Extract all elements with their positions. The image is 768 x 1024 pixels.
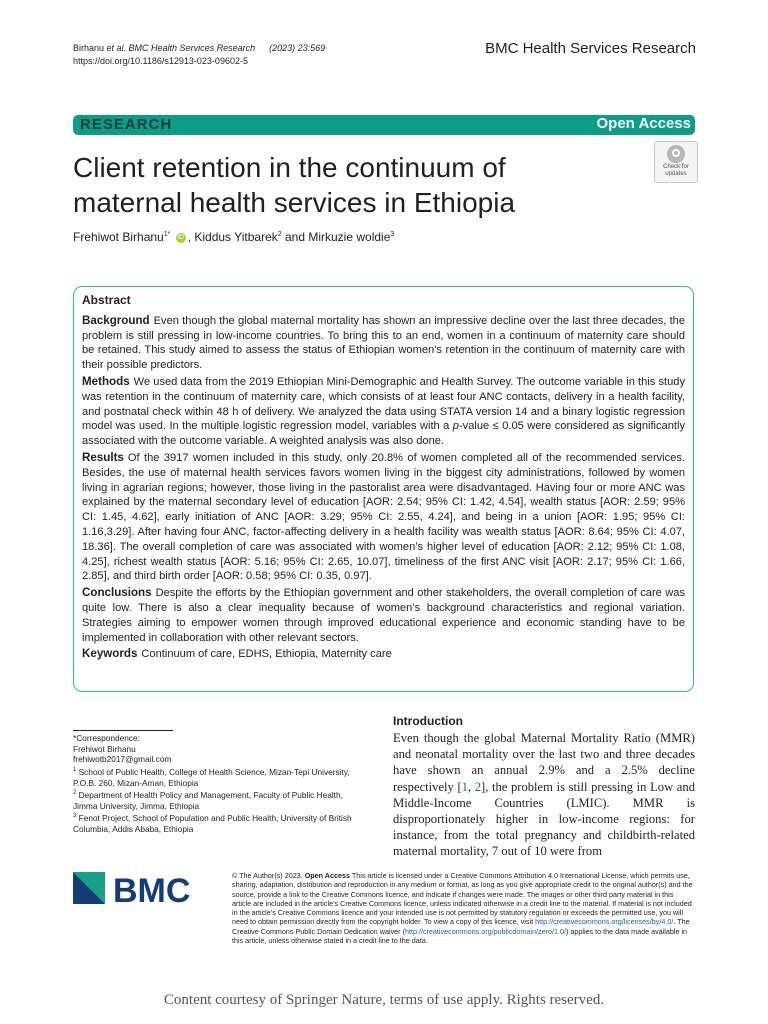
license-link-zero[interactable]: http://creativecommons.org/publicdomain/zero/1.0/ <box>404 926 566 936</box>
affiliation-2-number: 2 <box>73 790 77 797</box>
abstract-heading: Abstract <box>82 293 131 307</box>
abstract-box <box>73 286 694 692</box>
article-title: Client retention in the continuum of maternal health services in Ethiopia <box>73 152 516 218</box>
abstract-keywords <box>82 647 685 662</box>
author-1[interactable]: Frehiwot Birhanu <box>73 230 164 244</box>
author-2-affiliation: 2 <box>277 231 282 238</box>
open-access-label: Open Access <box>596 115 691 132</box>
affiliation-2-text: Department of Health Policy and Management, Faculty of Public Health, Jimma University, Jimma, Ethiopia <box>73 790 343 811</box>
affiliation-2 <box>73 788 369 811</box>
introduction-text-b: ], the problem is still pressing in Low and Middle-Income Countries (LMIC). MMR is disproportionately higher in low-income regions: for instance, from the total pregnancy and childbirth-related maternal mortality, 7 out of 10 were from <box>393 779 695 859</box>
correspondence-email[interactable]: frehiwotb2017@gmail.com <box>73 754 172 765</box>
affiliation-3-text: Fenot Project, School of Population and Public Health, University of British Columbia, Addis Ababa, Ethiopia <box>73 813 352 834</box>
bmc-logo-icon <box>73 872 215 912</box>
introduction-text-a: Even though the global Maternal Mortality Ratio (MMR) and neonatal mortality over the last two and three decades have shown an annual 2.9% and a 2.5% decline respectively [ <box>393 731 695 794</box>
license-open-access: Open Access <box>304 871 350 880</box>
content-courtesy-notice: Content courtesy of Springer Nature, terms of use apply. Rights reserved. <box>163 992 605 1008</box>
orcid-icon[interactable]: iD <box>177 233 184 241</box>
keywords-label: Keywords <box>82 647 138 661</box>
abstract-background <box>82 314 685 373</box>
header-etal-journal: et al. BMC Health Services Research <box>106 43 256 53</box>
introduction-heading: Introduction <box>393 714 463 728</box>
author-3-affiliation: 3 <box>390 231 395 238</box>
correspondence-divider <box>73 730 173 731</box>
author-1-affiliation: 1* <box>163 231 171 238</box>
affiliation-1-number: 1 <box>73 767 77 774</box>
abstract-results <box>82 451 685 584</box>
correspondence-label: *Correspondence: <box>73 733 140 743</box>
header-year-volume: (2023) 23:569 <box>269 43 326 53</box>
article-type-label: RESEARCH <box>80 116 173 133</box>
methods-text-b: -value ≤ 0.05 were considered as significantly associated with the outcome variable. A weighted analysis was also done. <box>82 420 685 448</box>
header-doi-link[interactable]: https://doi.org/10.1186/s12913-023-09602-5 <box>73 56 248 66</box>
license-text <box>232 871 694 945</box>
affiliation-1-text: School of Public Health, College of Health Science, Mizan-Tepi University, P.O.B. 260, Mizan-Aman, Ethiopia <box>73 766 350 788</box>
correspondence-block <box>73 733 369 835</box>
reference-link-1[interactable]: 1 <box>461 779 468 794</box>
methods-p-italic: p <box>452 420 459 433</box>
license-body-3: ) applies to the data made available in this article, unless otherwise stated in a credit line to the data. <box>232 926 688 946</box>
keywords-text: Continuum of care, EDHS, Ethiopia, Maternity care <box>141 648 392 661</box>
license-copyright: © The Author(s) 2023. <box>232 871 305 880</box>
journal-name: BMC Health Services Research <box>485 40 696 57</box>
header-authors: Birhanu <box>73 43 107 53</box>
check-for-updates-badge[interactable] <box>654 141 698 183</box>
bmc-logo-text: BMC <box>113 872 191 910</box>
check-for-updates-line1: Check for <box>663 164 689 170</box>
author-list <box>73 230 394 244</box>
correspondence-name: Frehiwot Birhanu <box>73 743 136 754</box>
license-body-2: . The Creative Commons Public Domain Dedication waiver ( <box>232 917 690 936</box>
background-label: Background <box>82 313 150 327</box>
citation-header <box>73 42 325 68</box>
research-banner <box>73 115 695 135</box>
author-2[interactable]: , Kiddus Yitbarek <box>187 230 278 244</box>
abstract-conclusions <box>82 586 685 645</box>
conclusions-label: Conclusions <box>82 586 152 600</box>
background-text: Even though the global maternal mortality has shown an impressive decline over the last three decades, the problem is still pressing in low-income countries. To bring this to an end, women in a continuum of maternity care should be retained. This study aimed to assess the status of Ethiopian women’s retention in the continuum of maternity care with their possible predictors. <box>82 314 685 372</box>
methods-text-a: We used data from the 2019 Ethiopian Mini-Demographic and Health Survey. The outcome variable in this study was retention in the continuum of maternity care, which consists of at least four ANC contacts, delivery in a health facility, and postnatal check within 48 h of delivery. We analyzed the data using STATA version 14 and a binary logistic regression model was used. In the multiple logistic regression model, variables with a <box>82 375 685 433</box>
affiliation-3 <box>73 811 369 834</box>
license-link-by[interactable]: http://creativecommons.org/licenses/by/4.0/ <box>535 917 674 927</box>
license-body: This article is licensed under a Creative Commons Attribution 4.0 International License, which permits use, sharing, adaptation, distribution and reproduction in any medium or format, as long as you give appropriate credit to the original author(s) and the source, provide a link to the Creative Commons licence, and indicate if changes were made. The images or other third party material in this article are included in the article’s Creative Commons licence, unless indicated otherwise in a credit line to the material. If material is not included in the article’s Creative Commons licence and your intended use is not permitted by statutory regulation or exceeds the permitted use, you will need to obtain permission directly from the copyright holder. To view a copy of this licence, visit <box>232 871 693 927</box>
author-3[interactable]: and Mirkuzie woldie <box>281 230 391 244</box>
reference-separator: , <box>467 779 475 794</box>
introduction-paragraph <box>393 730 695 860</box>
introduction-section <box>393 714 695 860</box>
affiliation-1 <box>73 765 369 788</box>
reference-link-2[interactable]: 2 <box>474 779 482 794</box>
check-for-updates-line2: updates <box>665 171 687 177</box>
results-label: Results <box>82 450 124 464</box>
check-for-updates-icon <box>667 145 685 163</box>
abstract-methods <box>82 375 685 449</box>
results-text: Of the 3917 women included in this study, only 20.8% of women completed all of the recommended services. Besides, the use of maternal health services favors women living in the biggest city administrations, followed by women living in agrarian regions; however, those living in the pastoralist area were disadvantaged. Having four or more ANC was explained by the maternal secondary level of education [AOR: 2.54; 95% CI: 1.42, 4.54], wealth status [AOR: 2.59; 95% CI: 1.45, 4.62], early initiation of ANC [AOR: 3.29; 95% CI: 2.55, 4.24], and being in a union [AOR: 1.95; 95% CI: 1.16,3.29]. After having four ANC, factor-affecting delivery in a health facility was wealth status [AOR: 8.64; 95% CI: 4.07, 18.36]. The overall completion of care was associated with women’s higher level of education [AOR: 2.12; 95% CI: 1.08, 4.25], richest wealth status [AOR: 5.16; 95% CI: 2.65, 10.07], timeliness of the first ANC visit [AOR: 2.17; 95% CI: 1.66, 2.85], and third birth order [AOR: 0.58; 95% CI: 0.35, 0.97]. <box>82 451 685 583</box>
affiliation-3-number: 3 <box>73 813 77 820</box>
conclusions-text: Despite the efforts by the Ethiopian government and other stakeholders, the overall completion of care was quite low. There is also a clear inequality because of women’s background characteristics and regional variation. Strategies aiming to empower women through improved educational experience and economic standing have to be implemented in collaboration with other relevant sectors. <box>82 587 685 644</box>
methods-label: Methods <box>82 374 130 388</box>
